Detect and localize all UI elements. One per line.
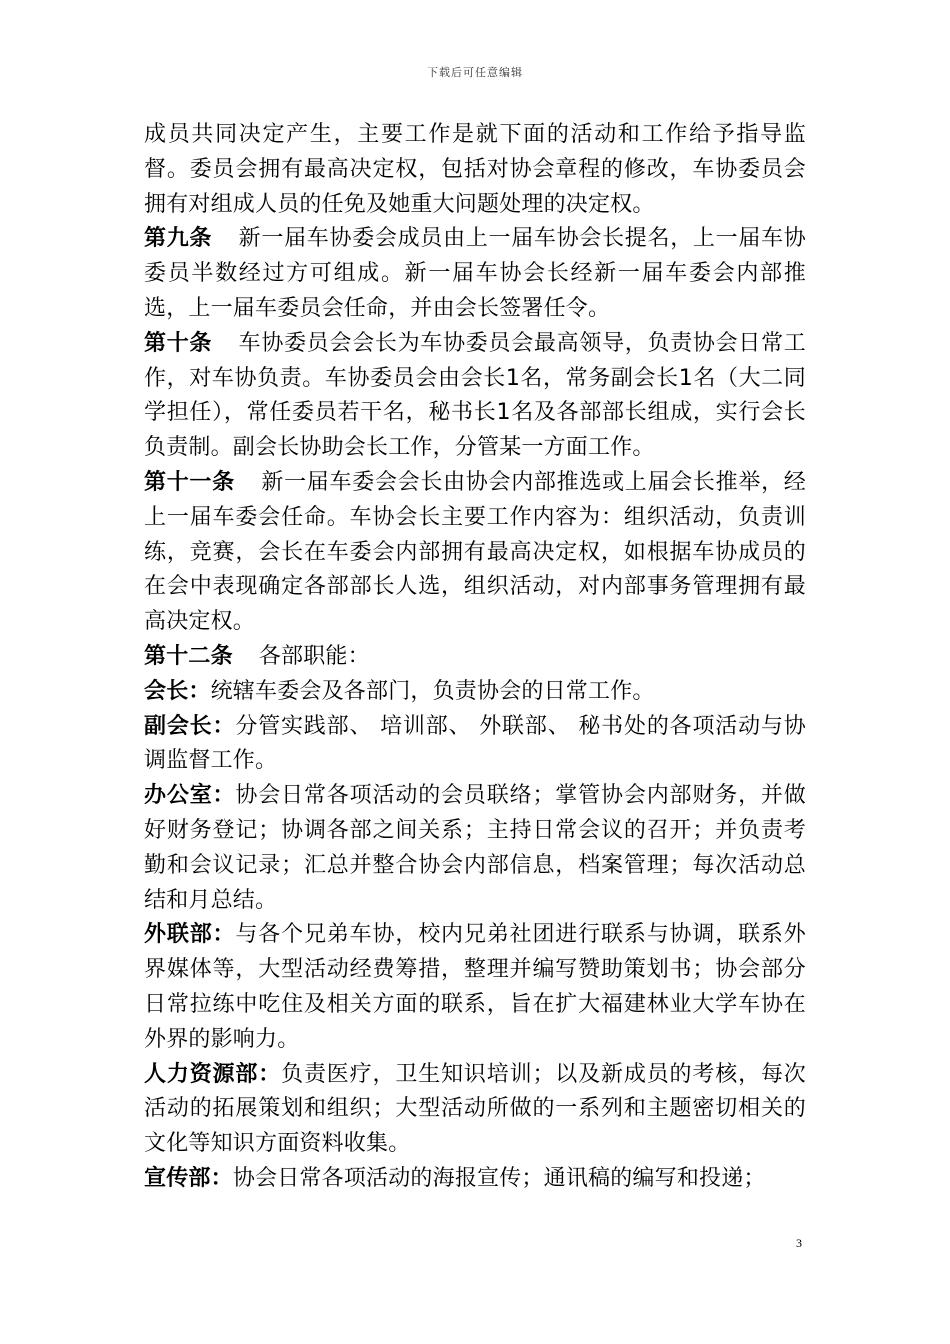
page-number: 3 — [796, 1236, 802, 1250]
role-external-relations — [144, 918, 806, 1057]
article-label: 第九条 — [144, 226, 213, 252]
document-body — [144, 118, 806, 1197]
article-label: 第十条 — [144, 330, 213, 356]
role-text: 负责医疗，卫生知识培训；以及新成员的考核，每次活动的拓展策划和组织；大型活动所做的一系列和主题密切相关的文化等知识方面资料收集。 — [144, 1061, 807, 1157]
article-text: 新一届车协委会成员由上一届车协会长提名，上一届车协委员半数经过方可组成。新一届车协会长经新一届车委会内部推选，上一届车委员会任命，并由会长签署任令。 — [144, 226, 806, 321]
role-text: 分管实践部、 培训部、 外联部、 秘书处的各项活动与协调监督工作。 — [144, 713, 806, 774]
role-text: 与各个兄弟车协，校内兄弟社团进行联系与协调，联系外界媒体等，大型活动经费筹措，整理并编写赞助策划书；协会部分日常拉练中吃住及相关方面的联系，旨在扩大福建林业大学车协在外界的影响力。 — [144, 922, 806, 1052]
paragraph-text: 成员共同决定产生，主要工作是就下面的活动和工作给予指导监督。委员会拥有最高决定权，包括对协会章程的修改，车协委员会拥有对组成人员的任免及她重大问题处理的决定权。 — [144, 122, 806, 217]
role-label: 宣传部： — [144, 1165, 233, 1191]
paragraph-intro — [144, 118, 806, 222]
role-human-resources — [144, 1058, 806, 1162]
role-publicity — [144, 1162, 806, 1197]
article-12 — [144, 640, 806, 675]
role-label: 会长： — [144, 678, 211, 704]
article-11 — [144, 466, 806, 640]
role-label: 副会长： — [144, 713, 236, 739]
article-text: 各部职能： — [258, 643, 370, 669]
article-label: 第十二条 — [144, 643, 233, 669]
role-office — [144, 779, 806, 918]
article-10 — [144, 327, 806, 466]
role-president — [144, 675, 806, 710]
role-text: 协会日常各项活动的会员联络；掌管协会内部财务，并做好财务登记；协调各部之间关系；主持日常会议的召开；并负责考勤和会议记录；汇总并整合协会内部信息，档案管理；每次活动总结和月总结。 — [144, 783, 806, 913]
article-9 — [144, 222, 806, 326]
role-label: 人力资源部： — [144, 1061, 282, 1087]
article-label: 第十一条 — [144, 469, 235, 495]
role-label: 外联部： — [144, 922, 236, 948]
role-vice-president — [144, 710, 806, 780]
page-header: 下载后可任意编辑 — [427, 66, 523, 79]
article-text: 车协委员会会长为车协委员会最高领导，负责协会日常工作，对车协负责。车协委员会由会长1名，常务副会长1名（大二同学担任），常任委员若干名，秘书长1名及各部部长组成，实行会长负责制。副会长协助会长工作，分管某一方面工作。 — [144, 330, 806, 461]
article-text: 新一届车委会会长由协会内部推选或上届会长推举，经上一届车委会任命。车协会长主要工作内容为：组织活动，负责训练，竞赛，会长在车委会内部拥有最高决定权，如根据车协成员的在会中表现确定各部部长人选，组织活动，对内部事务管理拥有最高决定权。 — [144, 469, 806, 635]
role-text: 统辖车委会及各部门，负责协会的日常工作。 — [210, 678, 655, 704]
role-label: 办公室： — [144, 783, 236, 809]
role-text: 协会日常各项活动的海报宣传；通讯稿的编写和投递； — [232, 1165, 766, 1191]
